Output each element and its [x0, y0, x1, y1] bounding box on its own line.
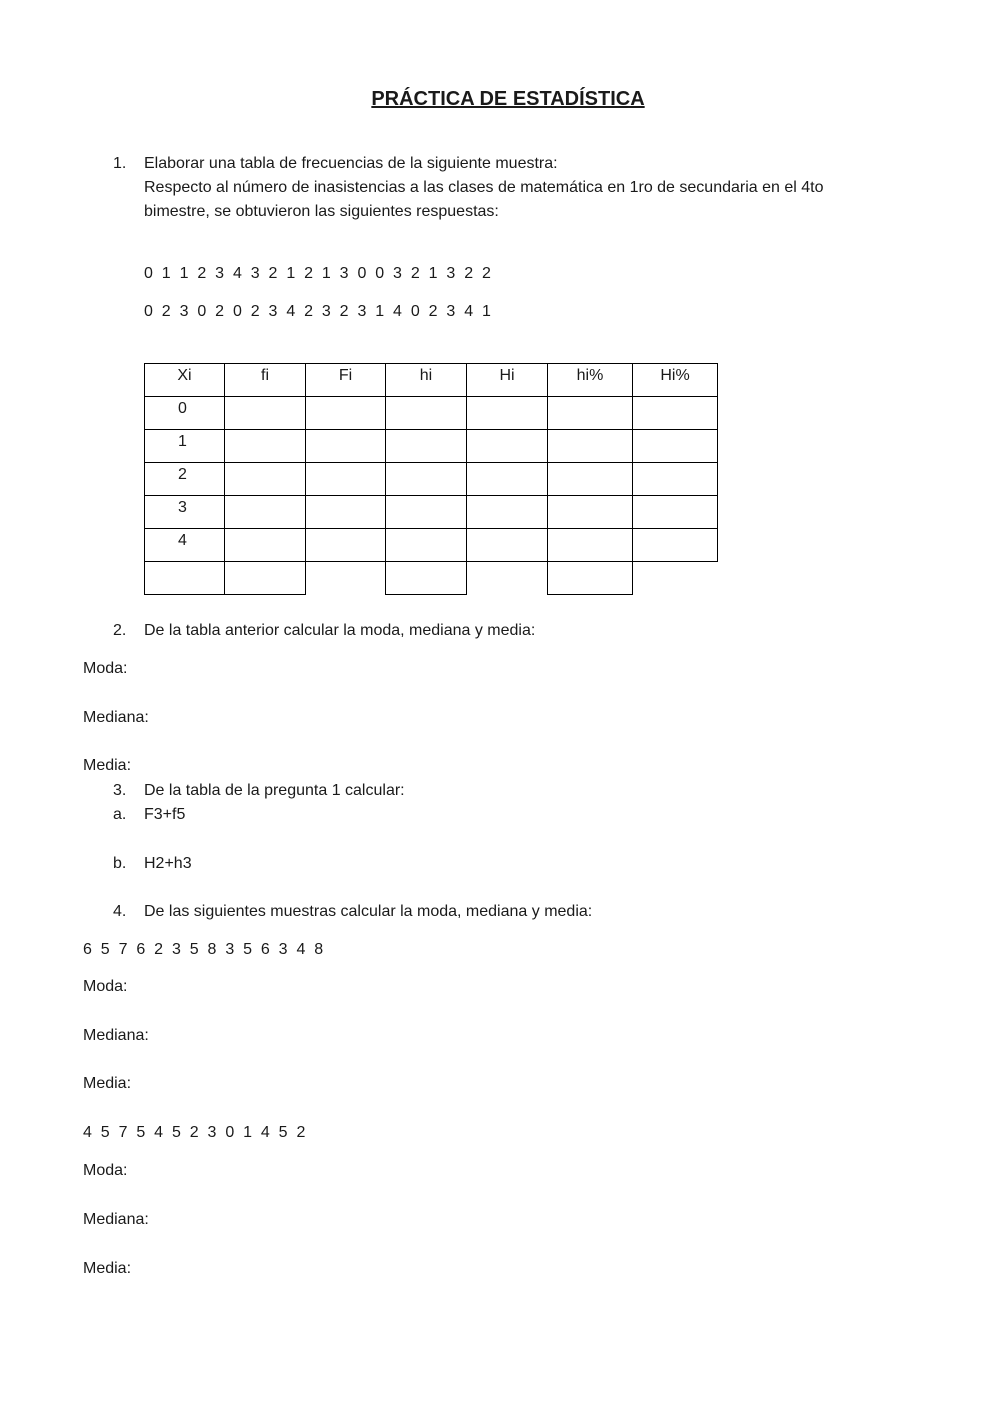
- table-header-row: [145, 364, 718, 397]
- q1-sample-row-1: 0 1 1 2 3 4 3 2 1 2 1 3 0 0 3 2 1 3 2 2: [144, 265, 491, 282]
- blank-cell[interactable]: [467, 496, 548, 529]
- q4-media-label-1: Media:: [83, 1075, 132, 1092]
- header-Hi: Hi: [467, 364, 548, 397]
- xi-cell: 2: [145, 463, 225, 496]
- empty-space: [467, 562, 548, 595]
- q3-b-label: b.: [113, 855, 127, 872]
- q1-sample-row-2: 0 2 3 0 2 0 2 3 4 2 3 2 3 1 4 0 2 3 4 1: [144, 303, 491, 320]
- blank-cell[interactable]: [225, 430, 306, 463]
- q4-mediana-label-2: Mediana:: [83, 1211, 149, 1228]
- frequency-table: [144, 363, 718, 595]
- blank-cell[interactable]: [306, 430, 386, 463]
- q1-instruction: Elaborar una tabla de frecuencias de la siguiente muestra:: [144, 155, 558, 172]
- blank-cell[interactable]: [225, 463, 306, 496]
- total-cell[interactable]: [145, 562, 225, 595]
- q4-moda-label-1: Moda:: [83, 978, 128, 995]
- blank-cell[interactable]: [225, 496, 306, 529]
- q2-moda-label: Moda:: [83, 660, 128, 677]
- table-row: [145, 529, 718, 562]
- blank-cell[interactable]: [633, 496, 718, 529]
- q2-number: 2.: [113, 622, 127, 639]
- q4-media-label-2: Media:: [83, 1260, 132, 1277]
- table-total-row: [145, 562, 718, 595]
- blank-cell[interactable]: [548, 496, 633, 529]
- q4-instruction: De las siguientes muestras calcular la moda, mediana y media:: [144, 903, 593, 920]
- header-hi: hi: [386, 364, 467, 397]
- table-row: [145, 397, 718, 430]
- blank-cell[interactable]: [225, 529, 306, 562]
- header-fi: fi: [225, 364, 306, 397]
- q3-a-label: a.: [113, 806, 127, 823]
- q2-instruction: De la tabla anterior calcular la moda, mediana y media:: [144, 622, 536, 639]
- blank-cell[interactable]: [467, 430, 548, 463]
- blank-cell[interactable]: [548, 397, 633, 430]
- q3-b-text: H2+h3: [144, 855, 192, 872]
- blank-cell[interactable]: [386, 397, 467, 430]
- q1-context-line1: Respecto al número de inasistencias a las clases de matemática en 1ro de secundaria en el 4to: [144, 179, 824, 196]
- header-Hi-percent: Hi%: [633, 364, 718, 397]
- q1-context-line2: bimestre, se obtuvieron las siguientes respuestas:: [144, 203, 499, 220]
- blank-cell[interactable]: [467, 397, 548, 430]
- xi-cell: 0: [145, 397, 225, 430]
- blank-cell[interactable]: [306, 463, 386, 496]
- q3-instruction: De la tabla de la pregunta 1 calcular:: [144, 782, 405, 799]
- xi-cell: 1: [145, 430, 225, 463]
- blank-cell[interactable]: [548, 463, 633, 496]
- page-title: PRÁCTICA DE ESTADÍSTICA: [371, 88, 645, 110]
- blank-cell[interactable]: [306, 529, 386, 562]
- q4-sample-2: 4 5 7 5 4 5 2 3 0 1 4 5 2: [83, 1124, 306, 1141]
- header-hi-percent: hi%: [548, 364, 633, 397]
- blank-cell[interactable]: [386, 463, 467, 496]
- blank-cell[interactable]: [386, 529, 467, 562]
- xi-cell: 3: [145, 496, 225, 529]
- header-xi: Xi: [145, 364, 225, 397]
- q1-number: 1.: [113, 155, 127, 172]
- blank-cell[interactable]: [306, 397, 386, 430]
- total-cell[interactable]: [548, 562, 633, 595]
- empty-space: [306, 562, 386, 595]
- blank-cell[interactable]: [467, 529, 548, 562]
- blank-cell[interactable]: [225, 397, 306, 430]
- blank-cell[interactable]: [633, 430, 718, 463]
- blank-cell[interactable]: [306, 496, 386, 529]
- blank-cell[interactable]: [548, 529, 633, 562]
- blank-cell[interactable]: [633, 463, 718, 496]
- xi-cell: 4: [145, 529, 225, 562]
- total-cell[interactable]: [225, 562, 306, 595]
- q4-sample-1: 6 5 7 6 2 3 5 8 3 5 6 3 4 8: [83, 941, 324, 958]
- q4-moda-label-2: Moda:: [83, 1162, 128, 1179]
- total-cell[interactable]: [386, 562, 467, 595]
- blank-cell[interactable]: [386, 430, 467, 463]
- table-row: [145, 430, 718, 463]
- table-row: [145, 496, 718, 529]
- header-Fi: Fi: [306, 364, 386, 397]
- q3-number: 3.: [113, 782, 127, 799]
- blank-cell[interactable]: [548, 430, 633, 463]
- q2-media-label: Media:: [83, 757, 132, 774]
- q4-mediana-label-1: Mediana:: [83, 1027, 149, 1044]
- blank-cell[interactable]: [467, 463, 548, 496]
- blank-cell[interactable]: [633, 529, 718, 562]
- q2-mediana-label: Mediana:: [83, 709, 149, 726]
- blank-cell[interactable]: [633, 397, 718, 430]
- blank-cell[interactable]: [386, 496, 467, 529]
- empty-space: [633, 562, 718, 595]
- q3-a-text: F3+f5: [144, 806, 186, 823]
- table-row: [145, 463, 718, 496]
- q4-number: 4.: [113, 903, 127, 920]
